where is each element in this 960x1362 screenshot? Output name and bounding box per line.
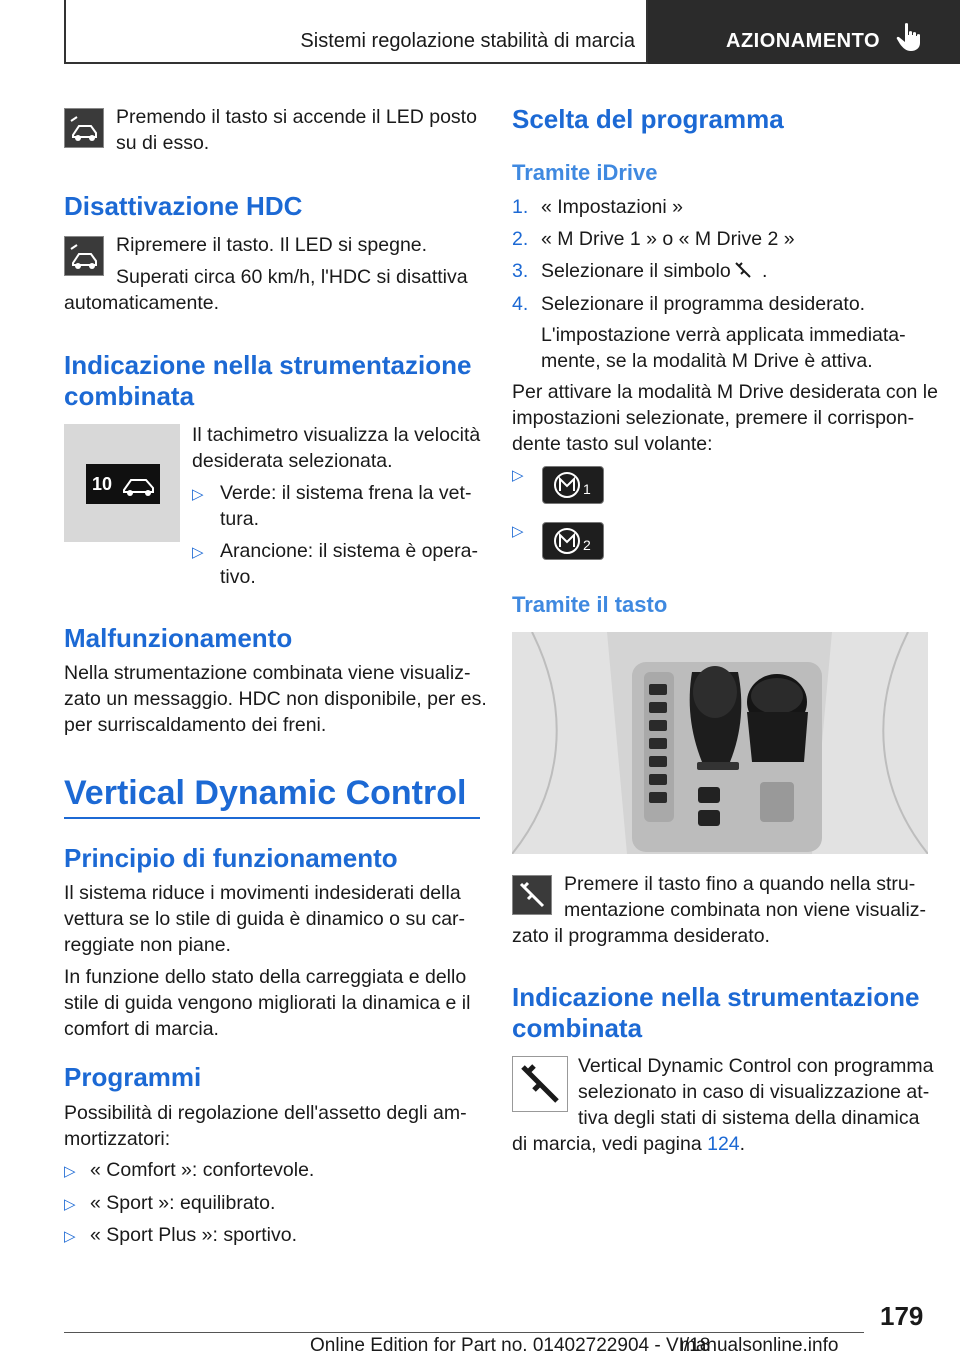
bullet-triangle-icon: ▷ <box>192 486 204 503</box>
hdc-button-icon <box>64 108 104 148</box>
footer-rule <box>64 1332 864 1333</box>
principio-text-line-5: stile di guida vengono migliorati la dinamica e il <box>64 992 471 1014</box>
heading-indicazione-left-1: Indicazione nella strumentazione <box>64 350 472 380</box>
footer-edition <box>310 1335 710 1357</box>
vdc-cluster-icon <box>512 1056 568 1112</box>
instrument-cluster-image <box>64 424 180 542</box>
vdc-text-line-4-text: di marcia, vedi pagina <box>512 1133 702 1155</box>
programmi-bullet: « Comfort »: confortevole. <box>90 1159 315 1181</box>
intro-text-line-2: su di esso. <box>116 132 210 154</box>
indicazione-bullet-1a: Verde: il sistema frena la vet- <box>220 482 472 504</box>
section-title: Sistemi regolazione stabilità di marcia <box>300 30 635 52</box>
bullet-triangle-icon: ▷ <box>512 467 524 484</box>
malfunzionamento-text-line-2: zato un messaggio. HDC non disponibile, per es. <box>64 688 487 710</box>
attivazione-text-line-2: impostazioni selezionate, premere il corrispon- <box>512 407 915 429</box>
step-3-suffix: . <box>762 260 768 282</box>
shock-absorber-icon <box>733 260 753 285</box>
step-4-note-line-2: mente, se la modalità M Drive è attiva. <box>541 350 873 372</box>
center-console-photo <box>512 632 928 854</box>
step-4-note-line-1: L'impostazione verrà applicata immediata- <box>541 324 906 346</box>
vdc-text-line-4 <box>512 1131 745 1157</box>
page-number: 179 <box>880 1301 924 1331</box>
indicazione-text-line-2: desiderata selezionata. <box>192 450 393 472</box>
indicazione-text-line-1: Il tachimetro visualizza la velocità <box>192 424 481 446</box>
tasto-text-line-3: zato il programma desiderato. <box>512 925 770 947</box>
bullet-triangle-icon: ▷ <box>192 544 204 561</box>
m1-steering-button-icon <box>542 466 604 504</box>
malfunzionamento-text-line-3: per surriscaldamento dei freni. <box>64 714 327 736</box>
chapter-tab[interactable] <box>648 0 960 64</box>
step-number: 4. <box>512 293 529 315</box>
vdc-text-line-2: selezionato in caso di visualizzazione at- <box>578 1081 930 1103</box>
tasto-text-line-2: mentazione combinata non viene visualiz- <box>564 899 927 921</box>
footer-edition-text: Online Edition for Part no. 01402722904 - VI/18 <box>310 1335 711 1356</box>
bullet-triangle-icon: ▷ <box>64 1228 76 1245</box>
heading-disattivazione: Disattivazione HDC <box>64 191 303 221</box>
heading-programmi: Programmi <box>64 1062 202 1092</box>
principio-text-line-6: comfort di marcia. <box>64 1018 219 1040</box>
heading-scelta-programma: Scelta del programma <box>512 104 784 134</box>
intro-text-line-1: Premendo il tasto si accende il LED posto <box>116 106 477 128</box>
m2-sub: 2 <box>583 537 591 553</box>
tasto-text-line-1: Premere il tasto fino a quando nella stru- <box>564 873 916 895</box>
indicazione-bullet-2b: tivo. <box>220 566 256 588</box>
principio-text-line-4: In funzione dello stato della carreggiata e dello <box>64 966 467 988</box>
watermark: manualsonline.info <box>680 1335 839 1356</box>
heading-principio: Principio di funzionamento <box>64 843 398 873</box>
bullet-triangle-icon: ▷ <box>64 1163 76 1180</box>
step-text: « M Drive 1 » o « M Drive 2 » <box>541 228 795 250</box>
indicazione-bullet-1b: tura. <box>220 508 260 530</box>
hdc-button-icon <box>64 236 104 276</box>
shock-absorber-button-icon <box>512 875 552 915</box>
programmi-text-line-1: Possibilità di regolazione dell'assetto degli am- <box>64 1102 467 1124</box>
heading-rule <box>64 817 480 819</box>
disattivazione-text-line-3: automaticamente. <box>64 292 220 314</box>
vdc-text-line-3: tiva degli stati di sistema della dinamica <box>578 1107 920 1129</box>
heading-indicazione-right-1: Indicazione nella strumentazione <box>512 982 920 1012</box>
disattivazione-text-line-1: Ripremere il tasto. Il LED si spegne. <box>116 234 428 256</box>
step-number: 3. <box>512 260 529 282</box>
hand-pointer-icon <box>896 22 922 58</box>
heading-vertical-dynamic-control: Vertical Dynamic Control <box>64 774 467 812</box>
programmi-text-line-2: mortizzatori: <box>64 1128 171 1150</box>
chapter-tab-label: AZIONAMENTO <box>726 30 881 52</box>
indicazione-bullet-2a: Arancione: il sistema è opera- <box>220 540 478 562</box>
m2-steering-button-icon <box>542 522 604 560</box>
step-number: 2. <box>512 228 529 250</box>
m1-sub: 1 <box>583 481 591 497</box>
heading-tramite-idrive: Tramite iDrive <box>512 160 658 185</box>
attivazione-text-line-1: Per attivare la modalità M Drive desiderata con le <box>512 381 938 403</box>
step-text: Selezionare il programma desiderato. <box>541 293 866 315</box>
principio-text-line-3: reggiate non piane. <box>64 934 231 956</box>
cluster-speed: 10 <box>92 474 113 494</box>
bullet-triangle-icon: ▷ <box>64 1196 76 1213</box>
principio-text-line-2: vettura se lo stile di guida è dinamico o su car- <box>64 908 466 930</box>
disattivazione-text-line-2: Superati circa 60 km/h, l'HDC si disattiva <box>116 266 468 288</box>
programmi-bullet: « Sport »: equilibrato. <box>90 1192 276 1214</box>
heading-indicazione-right-2: combinata <box>512 1013 643 1043</box>
programmi-bullet: « Sport Plus »: sportivo. <box>90 1224 298 1246</box>
attivazione-text-line-3: dente tasto sul volante: <box>512 433 713 455</box>
malfunzionamento-text-line-1: Nella strumentazione combinata viene visualiz- <box>64 662 471 684</box>
step-number: 1. <box>512 196 529 218</box>
bullet-triangle-icon: ▷ <box>512 523 524 540</box>
vdc-text-end: . <box>739 1133 746 1155</box>
step-text: « Impostazioni » <box>541 196 683 218</box>
heading-malfunzionamento: Malfunzionamento <box>64 623 293 653</box>
step-text: Selezionare il simbolo <box>541 260 731 282</box>
vdc-text-line-1: Vertical Dynamic Control con programma <box>578 1055 934 1077</box>
page-124-link[interactable]: 124 <box>707 1133 740 1155</box>
principio-text-line-1: Il sistema riduce i movimenti indesiderati della <box>64 882 461 904</box>
heading-indicazione-left-2: combinata <box>64 381 195 411</box>
heading-tramite-tasto: Tramite il tasto <box>512 592 668 617</box>
